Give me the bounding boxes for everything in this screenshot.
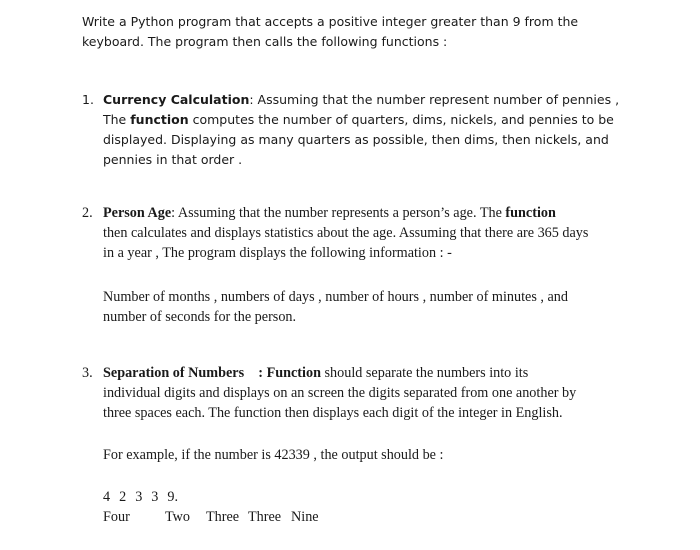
digit-word: Three: [248, 509, 282, 525]
list-item-body: [103, 203, 683, 327]
item-line: [103, 363, 683, 383]
intro-paragraph: [82, 12, 672, 52]
list-number: 2.: [82, 205, 93, 221]
list-number: 3.: [82, 365, 93, 381]
item-line: number of seconds for the person.: [103, 309, 297, 325]
item-line: [103, 90, 683, 110]
intro-line-1: Write a Python program that accepts a positive integer greater than 9 from the: [82, 14, 579, 29]
digit: 4: [103, 489, 111, 505]
item-text: : Assuming that the number represent number of pennies ,: [249, 92, 620, 107]
item-line: pennies in that order .: [103, 152, 243, 167]
example-line: For example, if the number is 42339 , the output should be :: [103, 447, 444, 463]
digit-word: Three: [206, 509, 240, 525]
item-text: should separate the numbers into its: [320, 365, 529, 381]
digit: 2: [119, 489, 127, 505]
digit: 3: [151, 489, 159, 505]
list-item-body: [103, 363, 683, 527]
function-keyword: function: [505, 205, 556, 221]
item-line: Number of months , numbers of days , number of hours , number of minutes , and: [103, 289, 568, 305]
item-text: : Assuming that the number represents a person’s age. The: [171, 205, 506, 221]
item-title: Currency Calculation: [103, 92, 250, 107]
digit-word: Nine: [291, 509, 319, 525]
item-line: [103, 203, 683, 223]
item-text: The: [103, 112, 131, 127]
item-line: in a year , The program displays the following information : -: [103, 245, 452, 261]
item-line: three spaces each. The function then displays each digit of the integer in English.: [103, 405, 563, 421]
item-line: displayed. Displaying as many quarters as possible, then dims, then nickels, and: [103, 132, 609, 147]
digits-output: [103, 487, 683, 507]
digit: 3: [135, 489, 143, 505]
function-keyword: Function: [266, 365, 321, 381]
digit-word: Four: [103, 509, 130, 525]
words-output: [103, 507, 683, 527]
item-line: individual digits and displays on an screen the digits separated from one another by: [103, 385, 577, 401]
item-line: then calculates and displays statistics about the age. Assuming that there are 365 days: [103, 225, 589, 241]
item-line: [103, 110, 683, 130]
item-paragraph: [103, 287, 683, 327]
function-keyword: function: [130, 112, 189, 127]
item-text: computes the number of quarters, dims, nickels, and pennies to be: [188, 112, 614, 127]
digit: 9.: [167, 489, 179, 505]
list-number: 1.: [82, 92, 94, 107]
item-title: Person Age: [103, 205, 172, 221]
intro-line-2: keyboard. The program then calls the following functions :: [82, 34, 448, 49]
item-text: :: [244, 365, 267, 381]
list-item-body: [103, 90, 683, 170]
item-title: Separation of Numbers: [103, 365, 245, 381]
digit-word: Two: [165, 509, 191, 525]
